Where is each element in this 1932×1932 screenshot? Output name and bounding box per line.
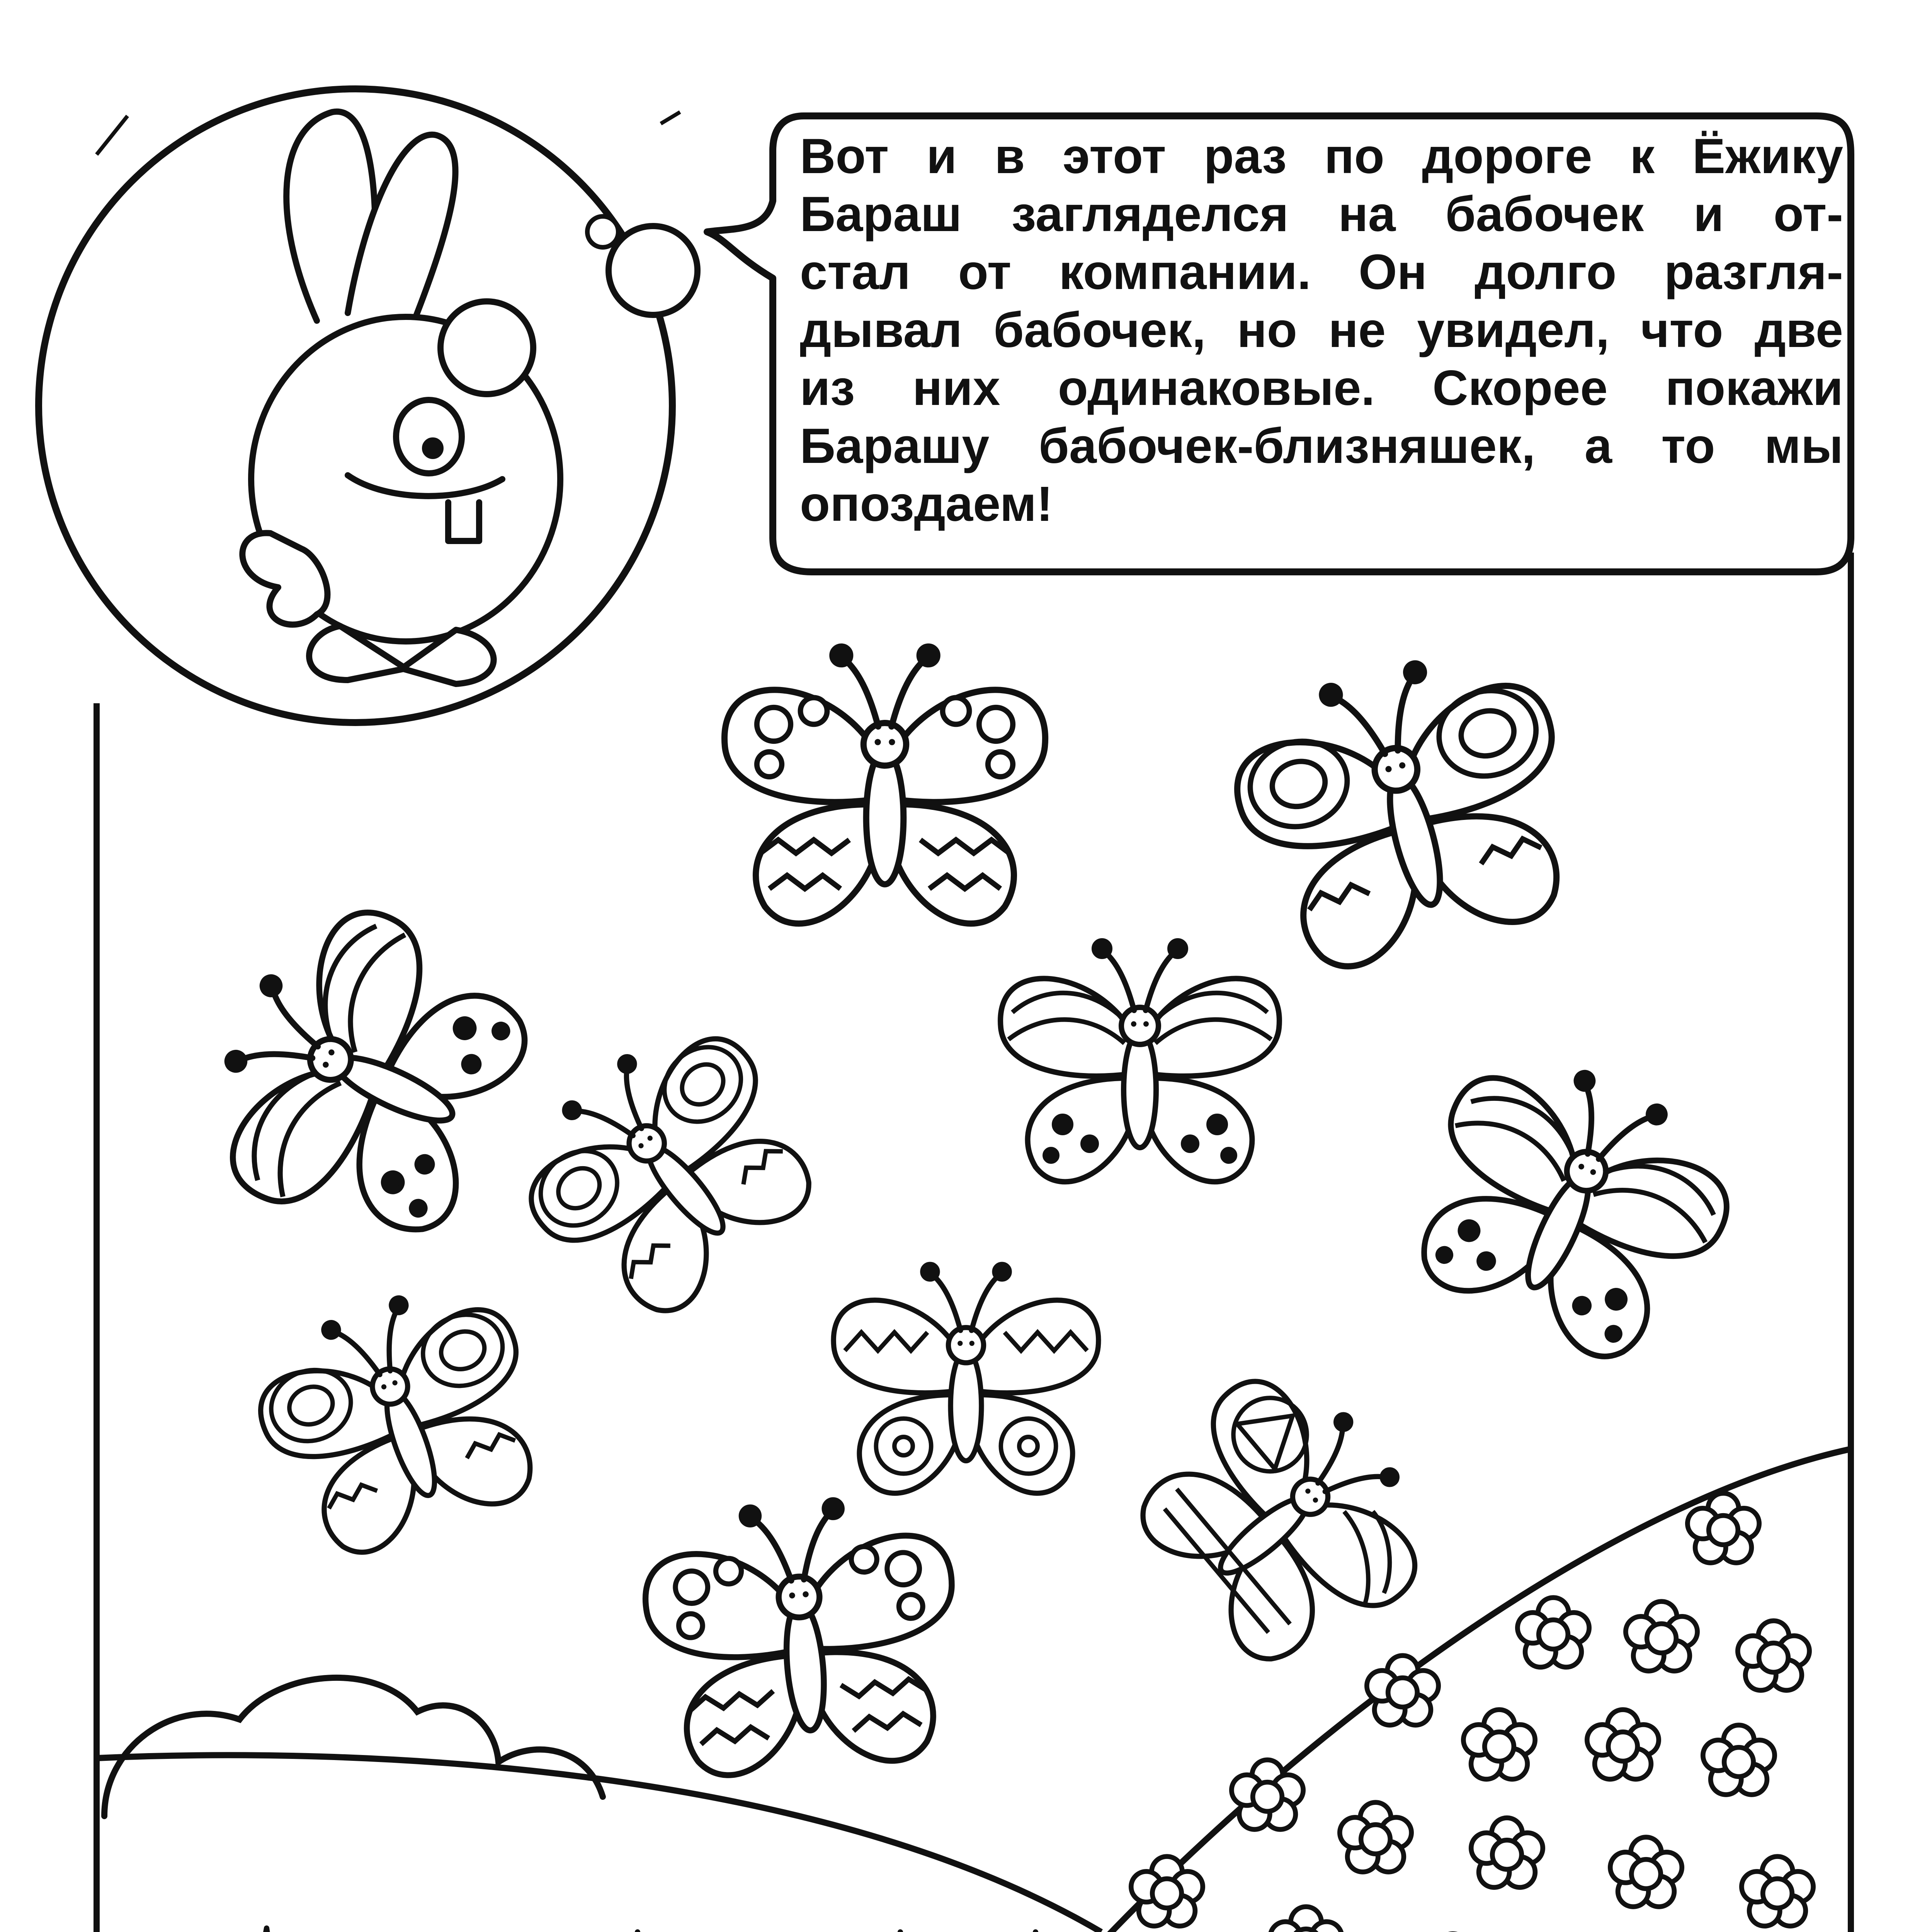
task-text bbox=[800, 128, 1843, 591]
far-hill bbox=[97, 1755, 1101, 1932]
butterfly-5 bbox=[493, 997, 844, 1342]
butterfly-10 bbox=[638, 1490, 967, 1781]
task-line-7: опоздаем! bbox=[800, 476, 1053, 532]
butterfly-8 bbox=[833, 1264, 1099, 1493]
task-line-3: стал от компании. Он долго разгля- bbox=[800, 245, 1843, 300]
butterflies bbox=[181, 633, 1757, 1781]
task-line-1: Вот и в этот раз по дороге к Ёжику bbox=[800, 129, 1843, 184]
task-line-2: Бараш загляделся на бабочек и от- bbox=[800, 187, 1843, 242]
task-line-6: Барашу бабочек-близняшек, а то мы bbox=[800, 418, 1843, 474]
task-line-4: дывал бабочек, но не увидел, что две bbox=[800, 303, 1843, 358]
corner-stroke-2 bbox=[661, 112, 680, 124]
butterfly-9 bbox=[1112, 1344, 1457, 1694]
butterfly-3 bbox=[181, 881, 551, 1271]
butterfly-1 bbox=[724, 646, 1045, 923]
corner-stroke bbox=[97, 116, 128, 155]
bushes bbox=[104, 1678, 603, 1816]
butterfly-7 bbox=[238, 1265, 565, 1571]
butterfly-4 bbox=[1000, 941, 1279, 1182]
character-medallion bbox=[39, 89, 697, 723]
grass bbox=[97, 1928, 1851, 1932]
butterfly-6 bbox=[1384, 1029, 1757, 1381]
task-line-5: из них одинаковые. Скорее покажи bbox=[800, 361, 1843, 416]
butterfly-2 bbox=[1216, 633, 1597, 984]
